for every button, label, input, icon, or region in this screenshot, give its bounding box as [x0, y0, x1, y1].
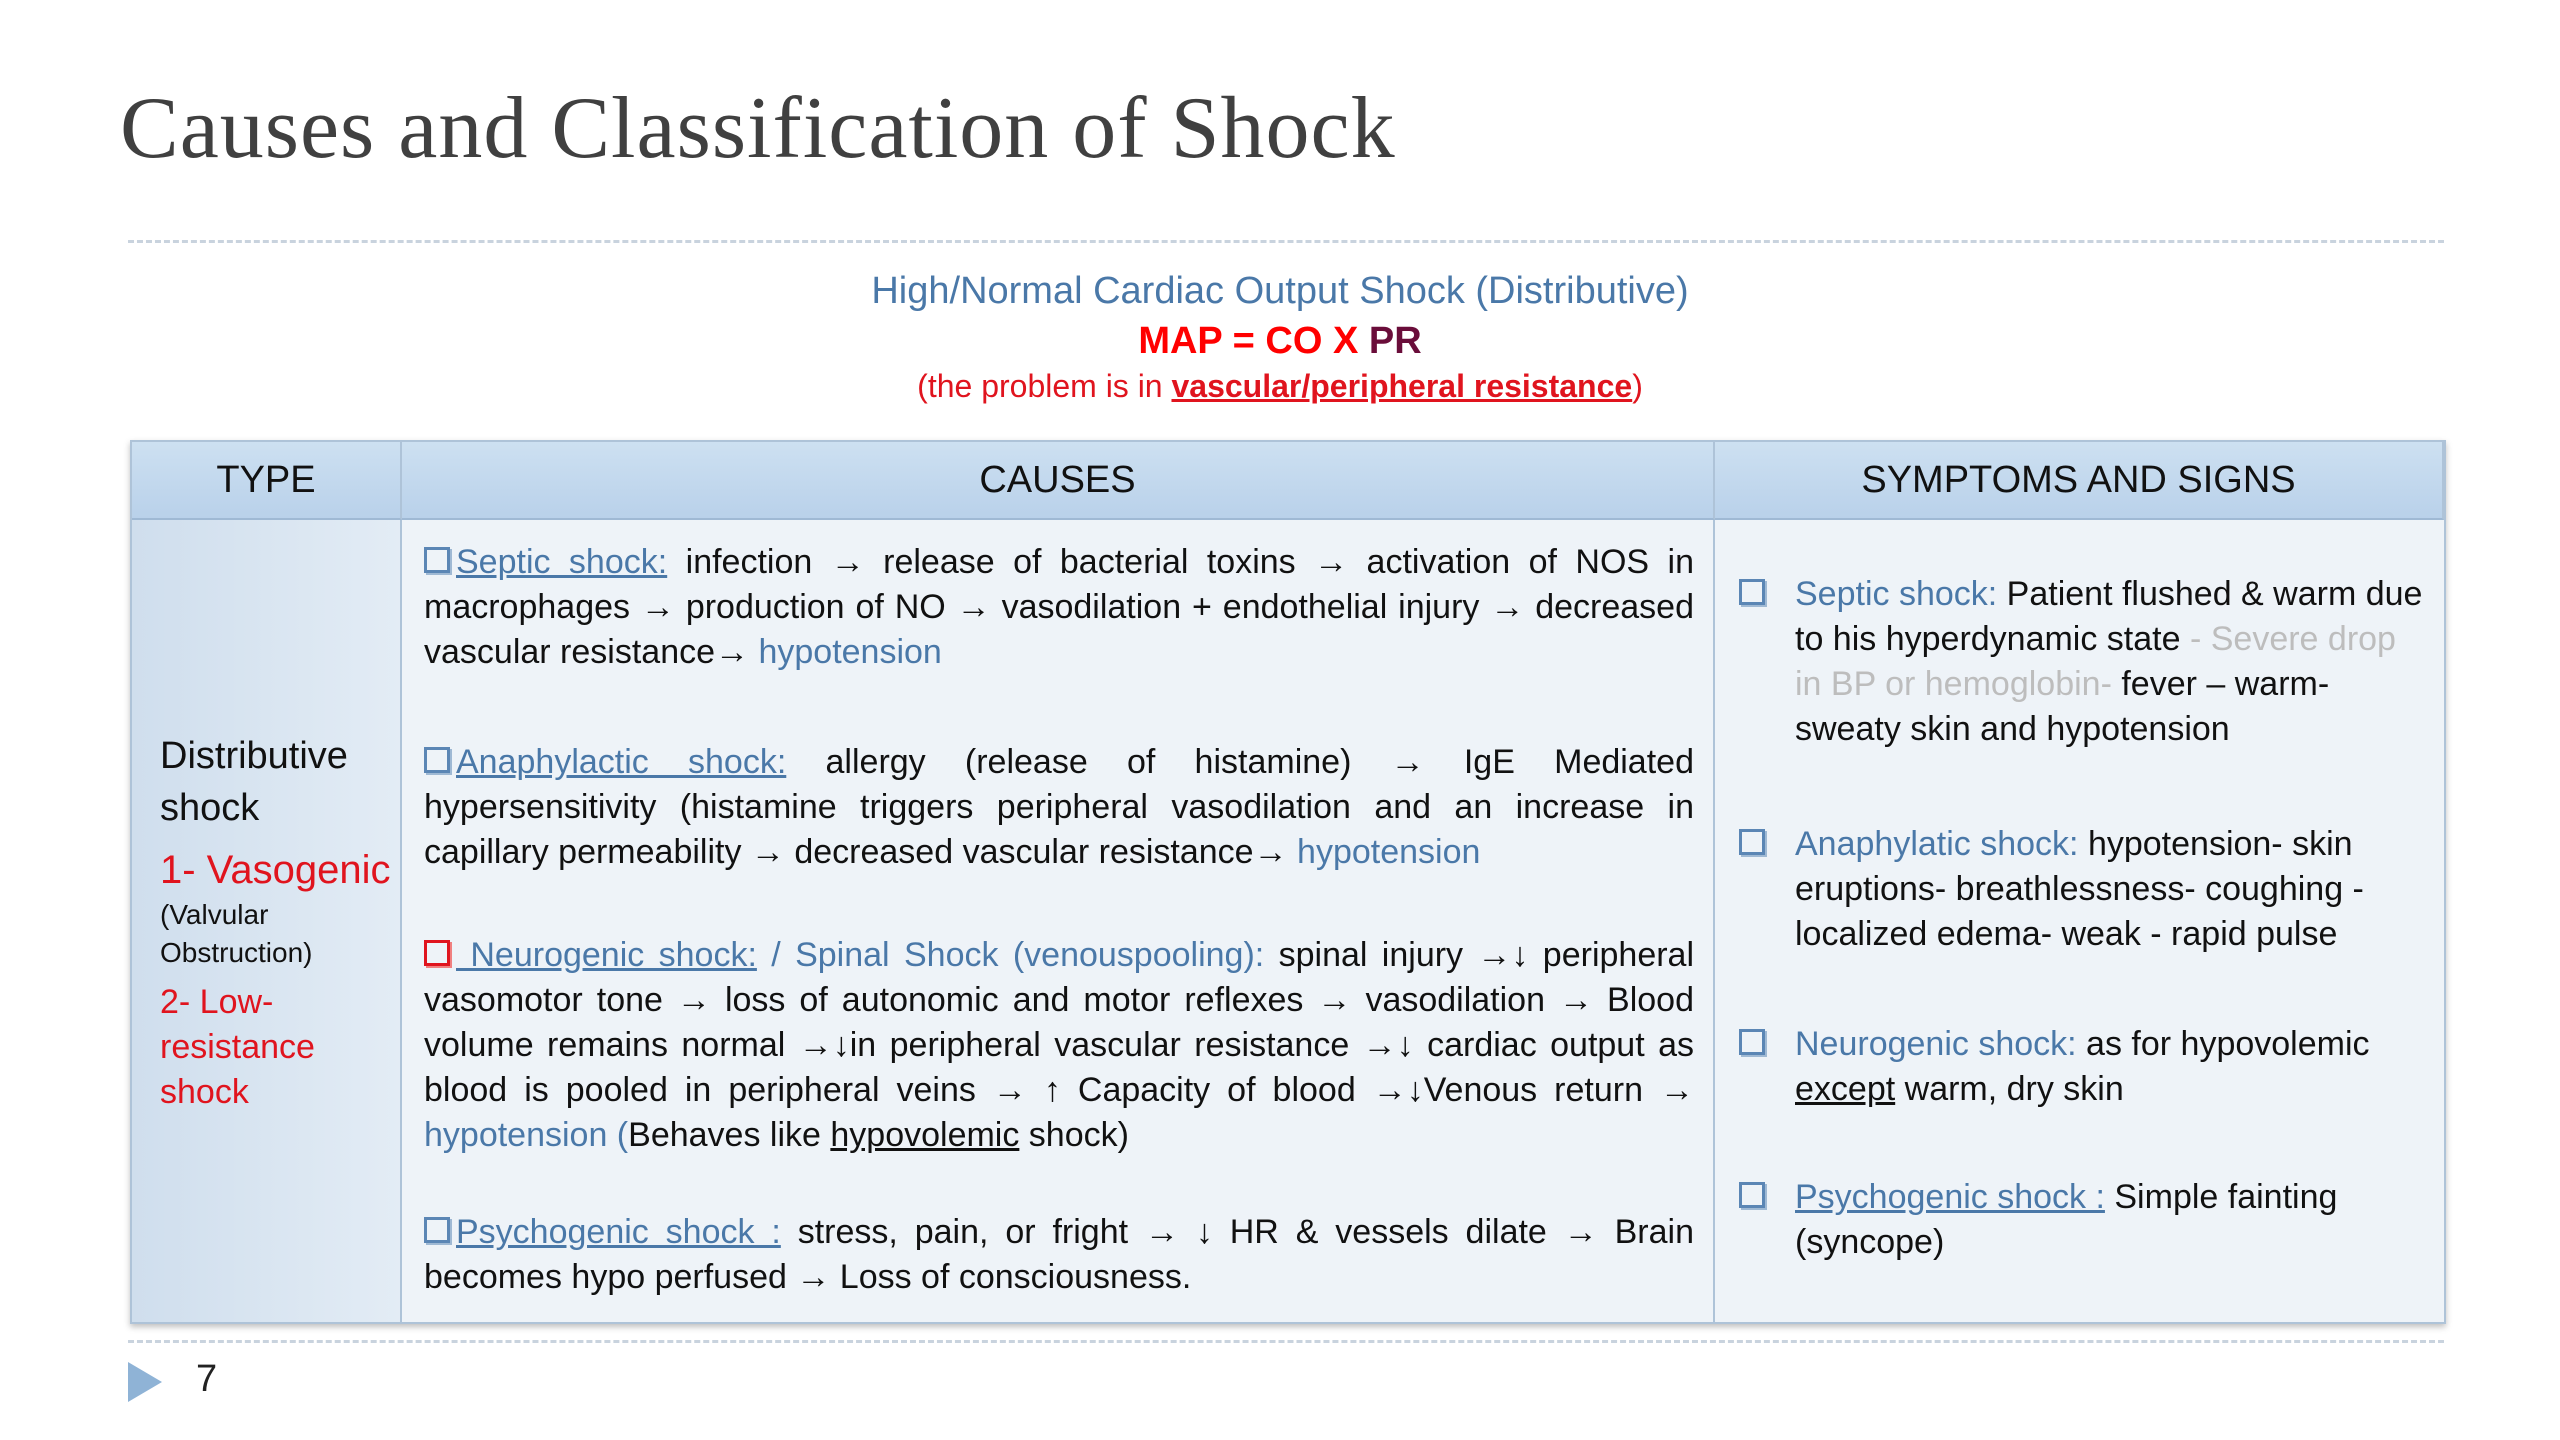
symptom-septic-text1: Patient flushed & warm due to his hyperdynamic state — [1795, 575, 2423, 658]
shock-table — [130, 440, 2446, 1324]
formula-main: MAP = CO X — [1138, 320, 1369, 362]
cause-neurogenic-label[interactable]: Neurogenic shock: — [456, 936, 757, 974]
type-distributive: Distributive shock — [160, 735, 348, 829]
checkbox-icon — [424, 547, 450, 573]
checkbox-icon — [1739, 829, 1765, 855]
formula — [0, 320, 2560, 363]
cause-septic-text: infection → release of bacterial toxins → activation of NOS in macrophages → production of NO → vasodilation + endothelial injury → decreased vascular resistance→ — [424, 543, 1694, 671]
type-valvular: (Valvular Obstruction) — [160, 899, 313, 968]
symptom-psychogenic-text: Simple fainting (syncope) — [1795, 1178, 2338, 1261]
symptom-neurogenic-except: except — [1795, 1070, 1896, 1108]
checkbox-icon — [424, 1217, 450, 1243]
causes-cell — [402, 520, 1715, 1322]
cause-anaphylactic-label[interactable]: Anaphylactic shock: — [456, 743, 787, 781]
cause-neurogenic-hypotension: hypotension ( — [424, 1116, 629, 1154]
cause-neurogenic-text: spinal injury →↓ peripheral vasomotor tone → loss of autonomic and motor reflexes → vasodilation → Blood volume remains normal →↓in peripheral vascular resistance →↓ cardiac output as blood is pooled in peripheral veins → ↑ Capacity of blood →↓Venous return → — [424, 936, 1695, 1109]
symptom-septic-gray: - Severe drop in BP or hemoglobin- — [1795, 620, 2396, 703]
cause-anaphylactic-text: allergy (release of histamine) → IgE Mediated hypersensitivity (histamine triggers peripheral vasodilation and an increase in capillary permeability → decreased vascular resistance→ — [424, 743, 1694, 871]
cause-septic — [424, 540, 1694, 675]
symptom-neurogenic-text-b: warm, dry skin — [1895, 1070, 2124, 1108]
note-suffix: ) — [1632, 368, 1643, 404]
cause-septic-hypotension: hypotension — [758, 633, 942, 671]
page-number: 7 — [196, 1358, 218, 1400]
header-causes: CAUSES — [402, 442, 1715, 520]
cause-psychogenic — [424, 1210, 1694, 1300]
type-vasogenic: 1- Vasogenic — [160, 848, 391, 892]
checkbox-icon — [1739, 579, 1765, 605]
note-emphasis: vascular/peripheral resistance — [1171, 368, 1633, 404]
note-prefix: (the problem is in — [917, 368, 1172, 404]
cause-neurogenic-tail-a: Behaves like — [628, 1116, 831, 1154]
cause-septic-label[interactable]: Septic shock: — [456, 543, 668, 581]
cause-anaphylactic — [424, 740, 1694, 875]
problem-note — [0, 368, 2560, 405]
symptom-septic-label: Septic shock: — [1795, 575, 1998, 613]
cause-neurogenic-tail-b: shock) — [1019, 1116, 1129, 1154]
slide-subtitle: High/Normal Cardiac Output Shock (Distributive) — [871, 270, 1689, 312]
checkbox-icon — [424, 940, 450, 966]
symptom-anaphylactic — [1739, 822, 2429, 957]
type-low-resistance: 2- Low-resistance shock — [160, 983, 315, 1111]
symptom-neurogenic — [1739, 1022, 2429, 1112]
symptom-psychogenic — [1739, 1175, 2429, 1265]
formula-pr: PR — [1368, 320, 1422, 362]
symptoms-cell — [1715, 520, 2444, 1322]
cause-psychogenic-label[interactable]: Psychogenic shock : — [456, 1213, 781, 1251]
cause-neurogenic-label2: / Spinal Shock (venouspooling): — [756, 936, 1265, 974]
top-divider — [128, 240, 2444, 243]
header-symptoms: SYMPTOMS AND SIGNS — [1715, 442, 2444, 520]
symptom-psychogenic-label[interactable]: Psychogenic shock : — [1795, 1178, 2105, 1216]
checkbox-icon — [424, 747, 450, 773]
cause-neurogenic-hypovolemic: hypovolemic — [830, 1116, 1020, 1154]
symptom-anaphylactic-text: hypotension- skin eruptions- breathlessness- coughing - localized edema- weak - rapid pulse — [1795, 825, 2364, 953]
symptom-anaphylactic-label: Anaphylatic shock: — [1795, 825, 2079, 863]
cause-psychogenic-text: stress, pain, or fright → ↓ HR & vessels dilate → Brain becomes hypo perfused → Loss of consciousness. — [424, 1213, 1694, 1296]
type-cell — [132, 520, 402, 1322]
cause-neurogenic — [424, 933, 1694, 1158]
slide-title: Causes and Classification of Shock — [120, 80, 1396, 177]
symptom-septic-text2: fever – warm- sweaty skin and hypotension — [1795, 665, 2330, 748]
checkbox-icon — [1739, 1182, 1765, 1208]
cause-anaphylactic-hypotension: hypotension — [1297, 833, 1481, 871]
symptom-neurogenic-text-a: as for hypovolemic — [2076, 1025, 2370, 1063]
symptom-neurogenic-label: Neurogenic shock: — [1795, 1025, 2077, 1063]
symptom-septic — [1739, 572, 2429, 752]
header-type: TYPE — [132, 442, 402, 520]
bottom-divider — [128, 1340, 2444, 1343]
play-arrow-icon — [128, 1362, 162, 1402]
checkbox-icon — [1739, 1029, 1765, 1055]
